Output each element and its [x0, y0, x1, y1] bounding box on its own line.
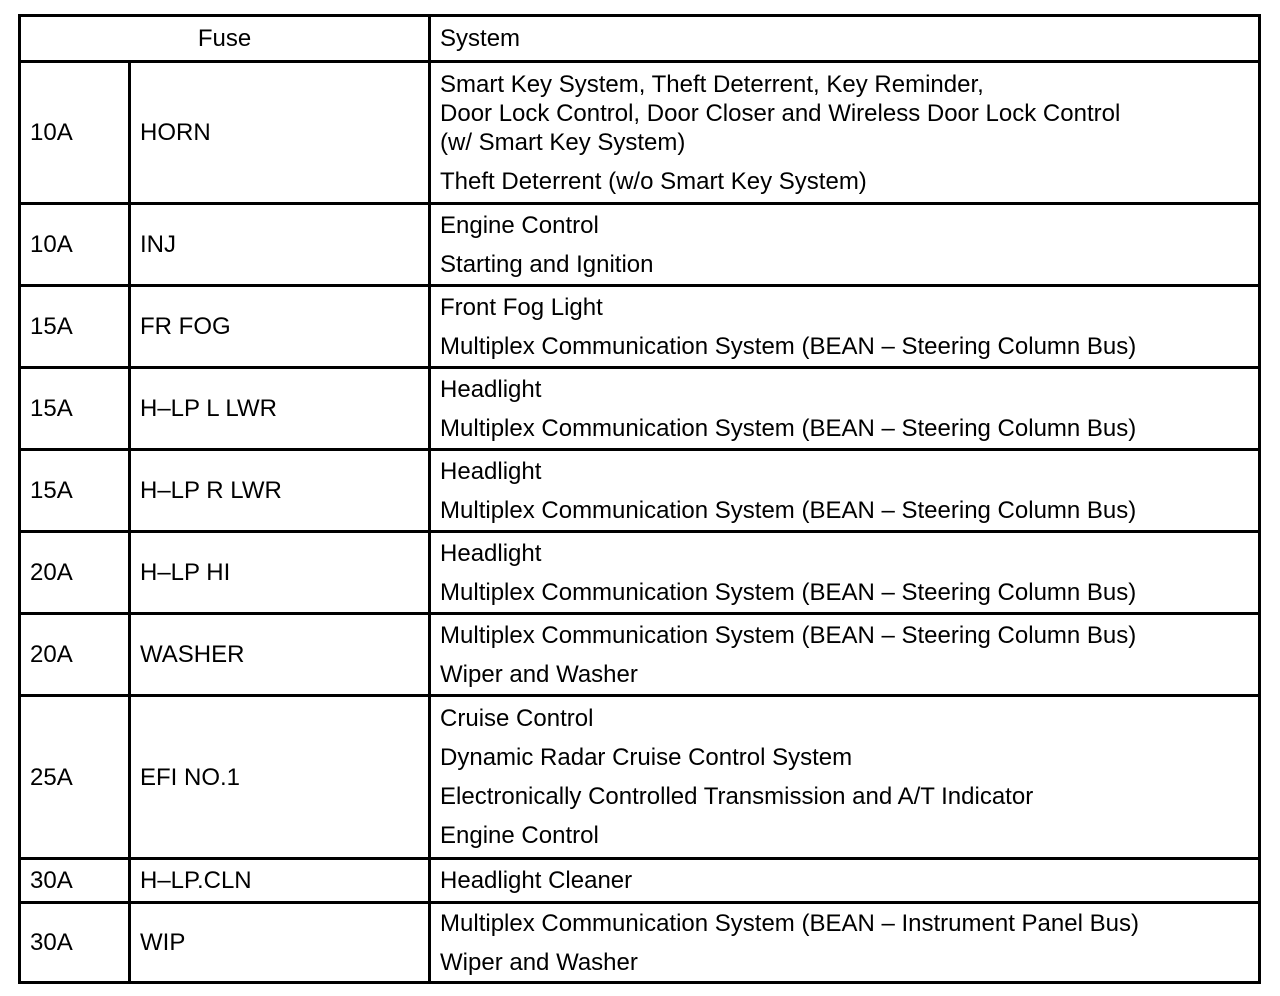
fuse-amperage: 10A: [20, 204, 130, 286]
fuse-name: H–LP.CLN: [130, 859, 430, 903]
system-line: Theft Deterrent (w/o Smart Key System): [440, 167, 867, 195]
fuse-name: WASHER: [130, 614, 430, 696]
fuse-name: HORN: [130, 62, 430, 204]
system-cell: [430, 204, 1260, 286]
system-cell: [430, 368, 1260, 450]
fuse-name: INJ: [130, 204, 430, 286]
table-row: [20, 903, 1260, 983]
system-line: Headlight: [440, 457, 542, 485]
header-system: System: [430, 16, 1260, 62]
fuse-amperage: 15A: [20, 450, 130, 532]
system-line: Multiplex Communication System (BEAN – Steering Column Bus): [440, 414, 1137, 442]
header-row: [20, 16, 1260, 62]
table-row: [20, 859, 1260, 903]
system-line: Multiplex Communication System (BEAN – Steering Column Bus): [440, 496, 1137, 524]
fuse-amperage: 15A: [20, 368, 130, 450]
fuse-amperage: 30A: [20, 903, 130, 983]
table-row: [20, 532, 1260, 614]
table-row: [20, 696, 1260, 859]
system-cell: [430, 903, 1260, 983]
system-cell: [430, 286, 1260, 368]
system-line: Smart Key System, Theft Deterrent, Key Reminder,: [440, 70, 984, 98]
system-cell: [430, 859, 1260, 903]
fuse-amperage: 20A: [20, 532, 130, 614]
system-line: Multiplex Communication System (BEAN – Steering Column Bus): [440, 578, 1137, 606]
system-line: Engine Control: [440, 822, 599, 849]
system-line: Front Fog Light: [440, 293, 603, 321]
system-line: Wiper and Washer: [440, 660, 638, 688]
system-line: Wiper and Washer: [440, 948, 638, 976]
fuse-amperage: 25A: [20, 696, 130, 859]
system-line: Multiplex Communication System (BEAN – Steering Column Bus): [440, 621, 1137, 649]
system-line: Multiplex Communication System (BEAN – Instrument Panel Bus): [440, 909, 1139, 937]
system-cell: [430, 450, 1260, 532]
fuse-name: H–LP L LWR: [130, 368, 430, 450]
system-line: Cruise Control: [440, 705, 594, 732]
fuse-amperage: 20A: [20, 614, 130, 696]
fuse-amperage: 10A: [20, 62, 130, 204]
table-row: [20, 614, 1260, 696]
fuse-name: H–LP R LWR: [130, 450, 430, 532]
system-line: Multiplex Communication System (BEAN – Steering Column Bus): [440, 332, 1137, 360]
system-line: Engine Control: [440, 211, 599, 239]
system-cell: [430, 532, 1260, 614]
fuse-amperage: 15A: [20, 286, 130, 368]
table-row: [20, 62, 1260, 204]
system-line: Door Lock Control, Door Closer and Wireless Door Lock Control: [440, 99, 1121, 127]
fuse-name: WIP: [130, 903, 430, 983]
system-cell: [430, 62, 1260, 204]
fuse-name: EFI NO.1: [130, 696, 430, 859]
fuse-amperage: 30A: [20, 859, 130, 903]
header-fuse: Fuse: [20, 16, 430, 62]
table-row: [20, 286, 1260, 368]
system-cell: [430, 614, 1260, 696]
system-line: Headlight: [440, 375, 542, 403]
fuse-table: [18, 14, 1261, 984]
table-row: [20, 368, 1260, 450]
system-cell: [430, 696, 1260, 859]
system-line: Dynamic Radar Cruise Control System: [440, 744, 853, 771]
fuse-name: FR FOG: [130, 286, 430, 368]
system-line: Headlight: [440, 539, 542, 567]
system-line: (w/ Smart Key System): [440, 128, 686, 156]
table-row: [20, 450, 1260, 532]
system-line: Headlight Cleaner: [440, 867, 633, 894]
fuse-name: H–LP HI: [130, 532, 430, 614]
system-line: Starting and Ignition: [440, 250, 654, 278]
system-line: Electronically Controlled Transmission and A/T Indicator: [440, 783, 1034, 810]
table-row: [20, 204, 1260, 286]
